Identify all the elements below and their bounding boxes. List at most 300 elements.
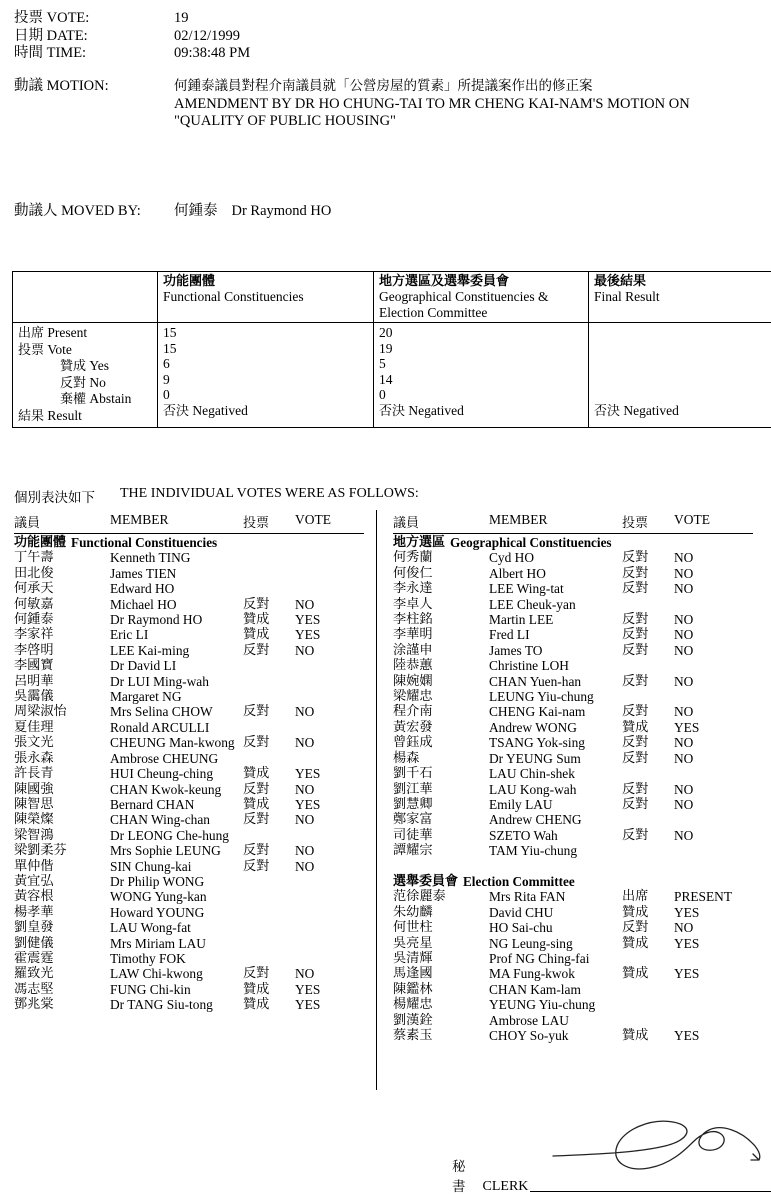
group-heading-geographical xyxy=(393,535,753,550)
member-name-en: MA Fung-kwok xyxy=(489,966,622,981)
member-vote-cjk: 反對 xyxy=(622,828,674,843)
summary-label-present-cjk: 出席 xyxy=(18,326,44,341)
summary-label-result xyxy=(18,408,153,425)
functional-no: 9 xyxy=(163,372,369,388)
functional-result-cjk: 否決 xyxy=(163,404,189,419)
member-name-en: LEE Cheuk-yan xyxy=(489,597,622,612)
final-result-cjk: 否決 xyxy=(594,404,620,419)
member-vote-cjk: 出席 xyxy=(622,889,674,904)
summary-header-geographical xyxy=(374,272,589,323)
summary-row-labels xyxy=(13,323,158,428)
member-vote-row xyxy=(14,597,364,612)
member-vote-en: NO xyxy=(674,735,693,750)
member-name-en: Dr LUI Ming-wah xyxy=(110,674,243,689)
member-vote-cjk: 贊成 xyxy=(243,997,295,1012)
member-vote-row xyxy=(14,951,364,966)
member-name-cjk: 呂明華 xyxy=(14,674,110,689)
member-name-cjk: 吳清輝 xyxy=(393,951,489,966)
member-vote-row xyxy=(393,612,753,627)
member-vote-row xyxy=(14,966,364,981)
meta-value-vote: 19 xyxy=(174,10,189,28)
member-vote-cjk: 反對 xyxy=(622,643,674,658)
member-name-cjk: 劉皇發 xyxy=(14,920,110,935)
member-vote-cjk: 反對 xyxy=(622,782,674,797)
moved-by-name-en: Dr Raymond HO xyxy=(232,203,332,219)
member-vote-en: NO xyxy=(295,843,314,858)
meta-label-time xyxy=(14,45,174,63)
member-vote-en: NO xyxy=(674,674,693,689)
member-vote-cjk: 反對 xyxy=(622,704,674,719)
member-vote-row xyxy=(393,643,753,658)
member-vote-en: YES xyxy=(295,766,320,781)
member-name-en: LAU Kong-wah xyxy=(489,782,622,797)
member-name-cjk: 鄧兆棠 xyxy=(14,997,110,1012)
member-vote-row xyxy=(14,658,364,673)
member-name-en: Dr Raymond HO xyxy=(110,612,243,627)
member-vote-en: NO xyxy=(295,704,314,719)
geographical-present: 20 xyxy=(379,325,584,341)
member-name-cjk: 梁劉柔芬 xyxy=(14,843,110,858)
member-name-cjk: 李卓人 xyxy=(393,597,489,612)
summary-header-functional-cjk: 功能團體 xyxy=(163,274,369,289)
member-name-cjk: 何鍾泰 xyxy=(14,612,110,627)
member-name-cjk: 陳國強 xyxy=(14,782,110,797)
member-name-en: Mrs Sophie LEUNG xyxy=(110,843,243,858)
meta-label-vote xyxy=(14,10,174,28)
clerk-signature-line xyxy=(530,1190,771,1192)
member-name-en: LEUNG Yiu-chung xyxy=(489,689,622,704)
member-name-en: Margaret NG xyxy=(110,689,243,704)
right-header-vote-cjk: 投票 xyxy=(622,512,674,531)
member-name-en: Dr YEUNG Sum xyxy=(489,751,622,766)
list-gap xyxy=(393,859,753,874)
member-vote-row xyxy=(14,689,364,704)
member-name-cjk: 單仲偕 xyxy=(14,859,110,874)
member-vote-row xyxy=(393,597,753,612)
member-vote-row xyxy=(393,936,753,951)
member-vote-en: NO xyxy=(674,550,693,565)
left-header-member-en: MEMBER xyxy=(110,512,243,531)
member-vote-cjk xyxy=(243,550,295,565)
member-name-en: Eric LI xyxy=(110,627,243,642)
member-vote-en: NO xyxy=(295,782,314,797)
functional-result xyxy=(163,403,369,420)
member-name-en: YEUNG Yiu-chung xyxy=(489,997,622,1012)
summary-label-no xyxy=(18,375,153,392)
member-vote-en: YES xyxy=(674,1028,699,1043)
right-header-rule xyxy=(393,533,753,534)
member-vote-cjk xyxy=(243,751,295,766)
summary-header-final xyxy=(589,272,771,323)
meta-value-date: 02/12/1999 xyxy=(174,28,240,46)
member-vote-row xyxy=(393,920,753,935)
member-vote-cjk: 贊成 xyxy=(243,627,295,642)
member-vote-row xyxy=(393,674,753,689)
summary-label-result-en: Result xyxy=(47,408,82,423)
member-vote-cjk: 反對 xyxy=(243,782,295,797)
member-name-en: Andrew WONG xyxy=(489,720,622,735)
member-name-en: Cyd HO xyxy=(489,550,622,565)
summary-values-functional xyxy=(158,323,374,428)
member-vote-cjk: 反對 xyxy=(622,627,674,642)
geographical-election-column xyxy=(393,512,753,1043)
member-name-cjk: 霍震霆 xyxy=(14,951,110,966)
member-vote-en: NO xyxy=(295,643,314,658)
member-vote-row xyxy=(393,782,753,797)
summary-header-final-cjk: 最後結果 xyxy=(594,274,771,289)
member-name-en: CHAN Wing-chan xyxy=(110,812,243,827)
member-vote-en: PRESENT xyxy=(674,889,732,904)
member-name-cjk: 何秀蘭 xyxy=(393,550,489,565)
moved-by-block xyxy=(14,203,331,221)
member-vote-cjk xyxy=(243,951,295,966)
right-column-header xyxy=(393,512,753,533)
member-vote-row xyxy=(393,1013,753,1028)
member-vote-en: NO xyxy=(674,566,693,581)
group-heading-election-committee xyxy=(393,874,753,889)
meta-label-vote-en: VOTE: xyxy=(47,10,90,26)
geographical-abstain: 0 xyxy=(379,387,584,403)
member-vote-row xyxy=(14,828,364,843)
member-vote-row xyxy=(14,997,364,1012)
motion-label-cjk: 動議 xyxy=(14,78,43,94)
member-name-cjk: 何敏嘉 xyxy=(14,597,110,612)
summary-label-no-en: No xyxy=(89,375,106,390)
summary-label-yes-cjk: 贊成 xyxy=(60,359,86,374)
member-vote-en: NO xyxy=(674,581,693,596)
member-vote-cjk: 贊成 xyxy=(622,720,674,735)
member-vote-cjk: 反對 xyxy=(243,643,295,658)
member-name-cjk: 黃宏發 xyxy=(393,720,489,735)
member-name-en: Ambrose CHEUNG xyxy=(110,751,243,766)
member-vote-row xyxy=(14,920,364,935)
functional-result-en: Negatived xyxy=(192,403,247,418)
member-name-en: LAU Wong-fat xyxy=(110,920,243,935)
member-name-en: Mrs Rita FAN xyxy=(489,889,622,904)
member-vote-row xyxy=(14,982,364,997)
member-vote-row xyxy=(14,797,364,812)
motion-text-en-line2: "QUALITY OF PUBLIC HOUSING" xyxy=(174,113,759,131)
member-vote-row xyxy=(14,936,364,951)
group-heading-election-committee-en: Election Committee xyxy=(463,874,575,889)
functional-abstain: 0 xyxy=(163,387,369,403)
group-heading-functional xyxy=(14,535,364,550)
member-name-cjk: 陳婉嫻 xyxy=(393,674,489,689)
member-vote-row xyxy=(393,566,753,581)
member-name-cjk: 張永森 xyxy=(14,751,110,766)
member-name-en: Albert HO xyxy=(489,566,622,581)
motion-label-en: MOTION: xyxy=(47,78,109,94)
motion-text-en-line1: AMENDMENT BY DR HO CHUNG-TAI TO MR CHENG KAI-NAM'S MOTION ON xyxy=(174,96,759,114)
geographical-result-cjk: 否決 xyxy=(379,404,405,419)
member-vote-row xyxy=(14,643,364,658)
member-vote-en: YES xyxy=(295,627,320,642)
summary-header-functional-en: Functional Constituencies xyxy=(163,289,369,305)
member-vote-row xyxy=(14,720,364,735)
member-vote-row xyxy=(393,889,753,904)
left-column-header xyxy=(14,512,364,533)
member-name-en: Dr TANG Siu-tong xyxy=(110,997,243,1012)
member-vote-cjk xyxy=(622,1013,674,1028)
member-vote-row xyxy=(14,782,364,797)
meta-label-date-cjk: 日期 xyxy=(14,28,43,44)
member-vote-row xyxy=(393,951,753,966)
member-name-en: Dr Philip WONG xyxy=(110,874,243,889)
member-vote-cjk: 贊成 xyxy=(243,766,295,781)
member-vote-row xyxy=(393,797,753,812)
member-vote-cjk xyxy=(622,766,674,781)
member-name-cjk: 李啓明 xyxy=(14,643,110,658)
member-name-en: WONG Yung-kan xyxy=(110,889,243,904)
member-vote-row xyxy=(14,766,364,781)
member-name-cjk: 馬逢國 xyxy=(393,966,489,981)
vote-meta-block xyxy=(14,10,754,63)
member-name-cjk: 譚耀宗 xyxy=(393,843,489,858)
summary-label-vote-cjk: 投票 xyxy=(18,343,44,358)
member-vote-cjk: 反對 xyxy=(243,812,295,827)
summary-label-abstain xyxy=(18,391,153,408)
member-name-cjk: 張文光 xyxy=(14,735,110,750)
final-result xyxy=(594,403,771,420)
member-vote-cjk xyxy=(243,720,295,735)
member-name-en: CHEUNG Man-kwong xyxy=(110,735,243,750)
member-name-en: CHAN Yuen-han xyxy=(489,674,622,689)
member-name-cjk: 劉漢銓 xyxy=(393,1013,489,1028)
member-vote-en: NO xyxy=(674,751,693,766)
moved-by-label-cjk: 動議人 xyxy=(14,203,58,219)
member-vote-row xyxy=(393,720,753,735)
final-result-en: Negatived xyxy=(623,403,678,418)
member-name-en: HUI Cheung-ching xyxy=(110,766,243,781)
member-name-cjk: 楊耀忠 xyxy=(393,997,489,1012)
member-vote-row xyxy=(393,828,753,843)
member-name-en: Ronald ARCULLI xyxy=(110,720,243,735)
member-vote-row xyxy=(393,966,753,981)
member-vote-row xyxy=(393,550,753,565)
member-vote-cjk: 反對 xyxy=(622,735,674,750)
geographical-result-en: Negatived xyxy=(408,403,463,418)
member-vote-cjk xyxy=(243,936,295,951)
member-vote-cjk xyxy=(243,581,295,596)
member-vote-row xyxy=(14,859,364,874)
summary-label-present xyxy=(18,325,153,342)
vote-summary-table xyxy=(12,271,771,428)
left-header-vote-en: VOTE xyxy=(295,512,331,531)
member-name-en: James TIEN xyxy=(110,566,243,581)
member-vote-en: NO xyxy=(295,597,314,612)
member-vote-cjk xyxy=(243,905,295,920)
member-name-en: Timothy FOK xyxy=(110,951,243,966)
member-name-en: Dr LEONG Che-hung xyxy=(110,828,243,843)
member-name-cjk: 劉慧卿 xyxy=(393,797,489,812)
member-name-cjk: 司徒華 xyxy=(393,828,489,843)
member-name-cjk: 田北俊 xyxy=(14,566,110,581)
member-vote-en: YES xyxy=(295,612,320,627)
group-heading-functional-en: Functional Constituencies xyxy=(71,535,217,550)
member-vote-cjk xyxy=(622,843,674,858)
member-name-en: FUNG Chi-kin xyxy=(110,982,243,997)
summary-label-no-cjk: 反對 xyxy=(60,376,86,391)
summary-label-result-cjk: 結果 xyxy=(18,409,44,424)
left-header-rule xyxy=(14,533,364,534)
individual-votes-title xyxy=(14,486,419,506)
member-vote-en: NO xyxy=(674,627,693,642)
member-vote-row xyxy=(393,658,753,673)
member-vote-row xyxy=(14,581,364,596)
member-vote-cjk xyxy=(243,920,295,935)
member-vote-en: NO xyxy=(295,735,314,750)
member-vote-row xyxy=(393,843,753,858)
member-name-en: CHOY So-yuk xyxy=(489,1028,622,1043)
member-name-cjk: 李國寶 xyxy=(14,658,110,673)
motion-text-cjk: 何鍾泰議員對程介南議員就「公營房屋的質素」所提議案作出的修正案 xyxy=(174,78,759,96)
member-vote-row xyxy=(14,550,364,565)
member-vote-en: NO xyxy=(295,966,314,981)
member-vote-en: YES xyxy=(295,982,320,997)
member-name-en: Andrew CHENG xyxy=(489,812,622,827)
member-vote-en: NO xyxy=(674,612,693,627)
member-vote-row xyxy=(393,704,753,719)
member-vote-cjk: 反對 xyxy=(243,597,295,612)
member-name-en: LAW Chi-kwong xyxy=(110,966,243,981)
member-vote-row xyxy=(14,566,364,581)
member-vote-cjk: 反對 xyxy=(243,859,295,874)
meta-row-time xyxy=(14,45,754,63)
member-vote-cjk xyxy=(622,997,674,1012)
meta-label-time-cjk: 時間 xyxy=(14,45,43,61)
member-name-en: Emily LAU xyxy=(489,797,622,812)
member-vote-en: NO xyxy=(295,812,314,827)
member-name-en: Ambrose LAU xyxy=(489,1013,622,1028)
member-vote-cjk xyxy=(243,828,295,843)
motion-block xyxy=(14,78,759,131)
member-name-cjk: 曾鈺成 xyxy=(393,735,489,750)
right-header-member-en: MEMBER xyxy=(489,512,622,531)
member-name-cjk: 楊孝華 xyxy=(14,905,110,920)
member-vote-cjk xyxy=(243,658,295,673)
summary-header-final-en: Final Result xyxy=(594,289,771,305)
member-name-cjk: 黃宜弘 xyxy=(14,874,110,889)
moved-by-name-cjk: 何鍾泰 xyxy=(174,203,218,219)
member-vote-cjk: 反對 xyxy=(622,920,674,935)
clerk-label-cjk: 秘書 xyxy=(452,1155,479,1195)
member-name-cjk: 朱幼麟 xyxy=(393,905,489,920)
member-vote-cjk: 反對 xyxy=(622,751,674,766)
group-heading-election-committee-cjk: 選舉委員會 xyxy=(393,874,458,889)
left-header-vote-cjk: 投票 xyxy=(243,512,295,531)
functional-member-list xyxy=(14,550,364,1012)
member-name-cjk: 梁耀忠 xyxy=(393,689,489,704)
member-name-cjk: 李柱銘 xyxy=(393,612,489,627)
member-name-cjk: 何承天 xyxy=(14,581,110,596)
member-name-en: Edward HO xyxy=(110,581,243,596)
member-vote-en: YES xyxy=(674,936,699,951)
member-name-cjk: 陸恭蕙 xyxy=(393,658,489,673)
geographical-yes: 5 xyxy=(379,356,584,372)
geographical-result xyxy=(379,403,584,420)
member-name-cjk: 馮志堅 xyxy=(14,982,110,997)
member-vote-row xyxy=(393,689,753,704)
member-name-en: CHAN Kam-lam xyxy=(489,982,622,997)
member-vote-cjk: 反對 xyxy=(622,550,674,565)
meta-label-date xyxy=(14,28,174,46)
member-vote-cjk xyxy=(622,812,674,827)
member-name-cjk: 周梁淑怡 xyxy=(14,704,110,719)
summary-body-row xyxy=(13,323,771,428)
member-vote-en: NO xyxy=(674,704,693,719)
member-vote-en: NO xyxy=(295,859,314,874)
member-vote-cjk: 反對 xyxy=(622,797,674,812)
member-name-en: Michael HO xyxy=(110,597,243,612)
member-name-en: LEE Kai-ming xyxy=(110,643,243,658)
member-vote-en: YES xyxy=(674,966,699,981)
member-name-en: TAM Yiu-chung xyxy=(489,843,622,858)
summary-label-vote xyxy=(18,342,153,359)
member-vote-en: YES xyxy=(295,997,320,1012)
member-name-cjk: 李永達 xyxy=(393,581,489,596)
member-vote-en: NO xyxy=(674,828,693,843)
member-vote-cjk xyxy=(243,874,295,889)
member-vote-en: NO xyxy=(674,643,693,658)
left-header-member-cjk: 議員 xyxy=(14,512,110,531)
member-name-cjk: 劉江華 xyxy=(393,782,489,797)
member-name-en: James TO xyxy=(489,643,622,658)
clerk-label-en: CLERK xyxy=(483,1179,529,1195)
member-name-cjk: 羅致光 xyxy=(14,966,110,981)
summary-header-geographical-cjk: 地方選區及選舉委員會 xyxy=(379,274,584,289)
moved-by-name xyxy=(174,203,331,221)
member-name-cjk: 李華明 xyxy=(393,627,489,642)
member-vote-cjk: 反對 xyxy=(243,704,295,719)
member-vote-row xyxy=(393,812,753,827)
member-vote-en: YES xyxy=(295,797,320,812)
right-header-member-cjk: 議員 xyxy=(393,512,489,531)
member-vote-cjk xyxy=(622,689,674,704)
functional-vote: 15 xyxy=(163,341,369,357)
election-committee-member-list xyxy=(393,889,753,1043)
member-vote-cjk: 贊成 xyxy=(243,612,295,627)
member-name-en: HO Sai-chu xyxy=(489,920,622,935)
member-vote-cjk xyxy=(243,674,295,689)
member-name-en: Prof NG Ching-fai xyxy=(489,951,622,966)
meta-row-date xyxy=(14,28,754,46)
member-vote-cjk: 反對 xyxy=(243,843,295,858)
meta-label-date-en: DATE: xyxy=(47,28,88,44)
member-vote-row xyxy=(14,812,364,827)
member-name-en: NG Leung-sing xyxy=(489,936,622,951)
summary-values-final xyxy=(589,323,771,428)
member-vote-row xyxy=(14,704,364,719)
member-vote-cjk: 贊成 xyxy=(622,905,674,920)
member-name-en: CHENG Kai-nam xyxy=(489,704,622,719)
motion-text xyxy=(174,78,759,131)
summary-label-yes-en: Yes xyxy=(89,358,109,373)
individual-votes-title-cjk: 個別表決如下 xyxy=(14,486,120,506)
member-name-cjk: 許長青 xyxy=(14,766,110,781)
summary-label-yes xyxy=(18,358,153,375)
group-heading-geographical-cjk: 地方選區 xyxy=(393,535,445,550)
member-vote-cjk: 贊成 xyxy=(622,936,674,951)
member-name-cjk: 陳榮燦 xyxy=(14,812,110,827)
member-vote-cjk xyxy=(622,982,674,997)
member-vote-row xyxy=(393,735,753,750)
member-vote-cjk: 反對 xyxy=(622,566,674,581)
member-name-cjk: 何世柱 xyxy=(393,920,489,935)
member-vote-cjk xyxy=(622,951,674,966)
member-vote-row xyxy=(393,766,753,781)
moved-by-label xyxy=(14,203,174,221)
member-vote-row xyxy=(14,874,364,889)
